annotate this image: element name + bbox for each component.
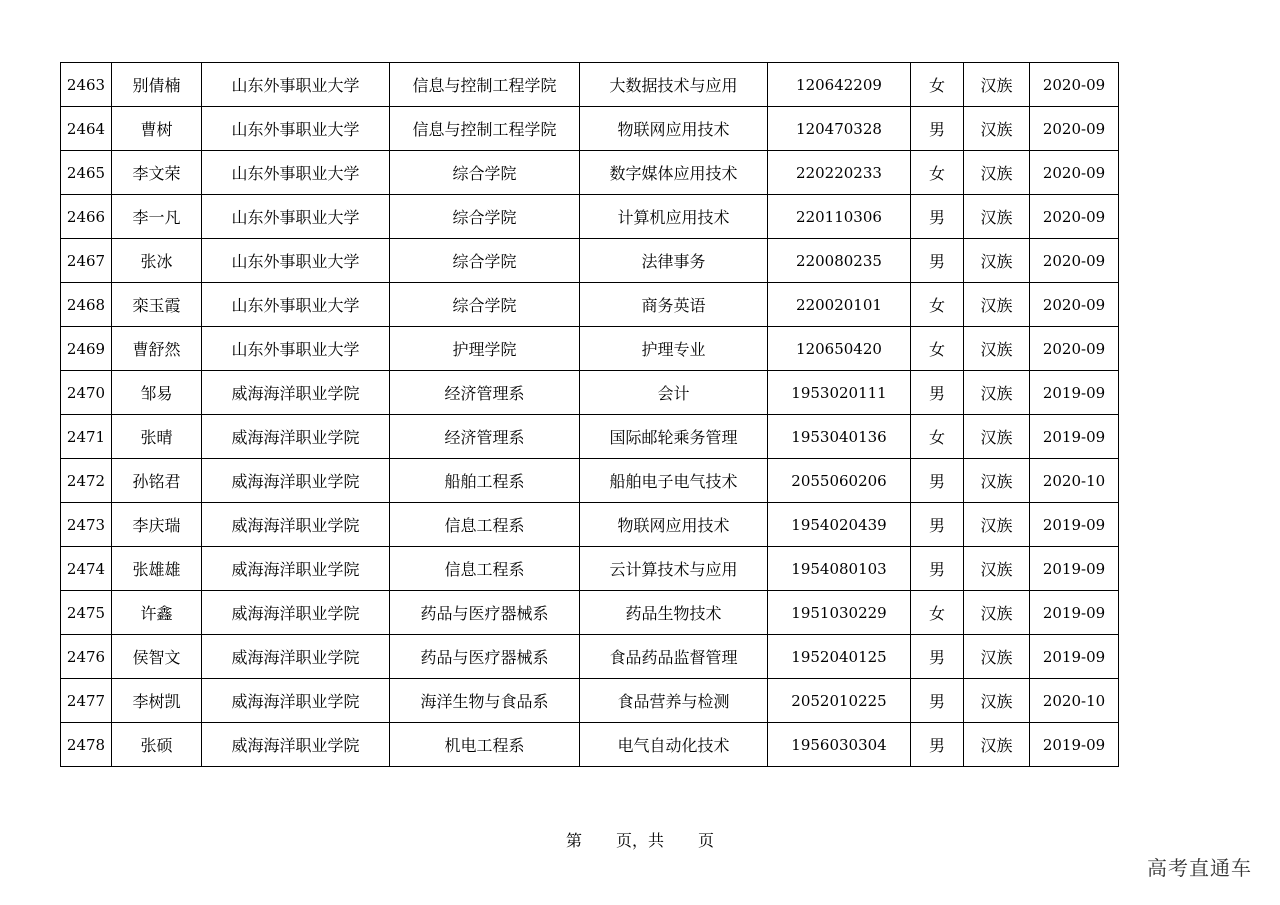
college-cell: 护理学院 bbox=[390, 327, 580, 371]
gender-cell: 男 bbox=[911, 503, 964, 547]
seq-cell: 2473 bbox=[61, 503, 112, 547]
table-row bbox=[61, 239, 1119, 283]
table-row bbox=[61, 635, 1119, 679]
college-cell: 信息工程系 bbox=[390, 503, 580, 547]
enroll-date-cell: 2019-09 bbox=[1030, 635, 1119, 679]
enroll-date-cell: 2020-09 bbox=[1030, 63, 1119, 107]
table-row bbox=[61, 415, 1119, 459]
name-cell: 孙铭君 bbox=[112, 459, 202, 503]
name-cell: 张雄雄 bbox=[112, 547, 202, 591]
ethnicity-cell: 汉族 bbox=[964, 635, 1030, 679]
table-row bbox=[61, 151, 1119, 195]
student-id-cell: 2052010225 bbox=[768, 679, 911, 723]
seq-cell: 2465 bbox=[61, 151, 112, 195]
major-cell: 药品生物技术 bbox=[580, 591, 768, 635]
student-id-cell: 220020101 bbox=[768, 283, 911, 327]
enroll-date-cell: 2020-10 bbox=[1030, 679, 1119, 723]
name-cell: 邹易 bbox=[112, 371, 202, 415]
table-row bbox=[61, 547, 1119, 591]
student-id-cell: 220110306 bbox=[768, 195, 911, 239]
ethnicity-cell: 汉族 bbox=[964, 283, 1030, 327]
gender-cell: 女 bbox=[911, 415, 964, 459]
name-cell: 曹舒然 bbox=[112, 327, 202, 371]
seq-cell: 2477 bbox=[61, 679, 112, 723]
ethnicity-cell: 汉族 bbox=[964, 327, 1030, 371]
college-cell: 综合学院 bbox=[390, 239, 580, 283]
school-cell: 山东外事职业大学 bbox=[202, 327, 390, 371]
seq-cell: 2466 bbox=[61, 195, 112, 239]
table-row bbox=[61, 63, 1119, 107]
table-row bbox=[61, 371, 1119, 415]
school-cell: 山东外事职业大学 bbox=[202, 239, 390, 283]
school-cell: 威海海洋职业学院 bbox=[202, 591, 390, 635]
enroll-date-cell: 2019-09 bbox=[1030, 591, 1119, 635]
name-cell: 别倩楠 bbox=[112, 63, 202, 107]
ethnicity-cell: 汉族 bbox=[964, 239, 1030, 283]
gender-cell: 男 bbox=[911, 635, 964, 679]
name-cell: 李树凯 bbox=[112, 679, 202, 723]
gender-cell: 男 bbox=[911, 107, 964, 151]
major-cell: 食品药品监督管理 bbox=[580, 635, 768, 679]
enroll-date-cell: 2019-09 bbox=[1030, 723, 1119, 767]
student-id-cell: 1952040125 bbox=[768, 635, 911, 679]
school-cell: 威海海洋职业学院 bbox=[202, 679, 390, 723]
table-row bbox=[61, 723, 1119, 767]
gender-cell: 女 bbox=[911, 283, 964, 327]
seq-cell: 2463 bbox=[61, 63, 112, 107]
student-id-cell: 1954080103 bbox=[768, 547, 911, 591]
student-id-cell: 1954020439 bbox=[768, 503, 911, 547]
school-cell: 山东外事职业大学 bbox=[202, 195, 390, 239]
name-cell: 栾玉霞 bbox=[112, 283, 202, 327]
gender-cell: 男 bbox=[911, 239, 964, 283]
college-cell: 药品与医疗器械系 bbox=[390, 591, 580, 635]
major-cell: 大数据技术与应用 bbox=[580, 63, 768, 107]
enroll-date-cell: 2020-09 bbox=[1030, 283, 1119, 327]
gender-cell: 女 bbox=[911, 151, 964, 195]
major-cell: 电气自动化技术 bbox=[580, 723, 768, 767]
gender-cell: 男 bbox=[911, 371, 964, 415]
footer-of-label: 页，共 bbox=[615, 831, 664, 850]
student-id-cell: 120650420 bbox=[768, 327, 911, 371]
school-cell: 山东外事职业大学 bbox=[202, 283, 390, 327]
student-id-cell: 220220233 bbox=[768, 151, 911, 195]
enroll-date-cell: 2019-09 bbox=[1030, 371, 1119, 415]
student-id-cell: 1953020111 bbox=[768, 371, 911, 415]
gender-cell: 女 bbox=[911, 327, 964, 371]
seq-cell: 2476 bbox=[61, 635, 112, 679]
ethnicity-cell: 汉族 bbox=[964, 107, 1030, 151]
school-cell: 山东外事职业大学 bbox=[202, 151, 390, 195]
college-cell: 信息工程系 bbox=[390, 547, 580, 591]
table-row bbox=[61, 327, 1119, 371]
seq-cell: 2470 bbox=[61, 371, 112, 415]
ethnicity-cell: 汉族 bbox=[964, 503, 1030, 547]
college-cell: 机电工程系 bbox=[390, 723, 580, 767]
school-cell: 威海海洋职业学院 bbox=[202, 503, 390, 547]
major-cell: 食品营养与检测 bbox=[580, 679, 768, 723]
school-cell: 威海海洋职业学院 bbox=[202, 371, 390, 415]
name-cell: 张硕 bbox=[112, 723, 202, 767]
name-cell: 张晴 bbox=[112, 415, 202, 459]
roster-body bbox=[61, 63, 1119, 767]
name-cell: 李文荣 bbox=[112, 151, 202, 195]
school-cell: 威海海洋职业学院 bbox=[202, 459, 390, 503]
ethnicity-cell: 汉族 bbox=[964, 151, 1030, 195]
major-cell: 数字媒体应用技术 bbox=[580, 151, 768, 195]
gender-cell: 男 bbox=[911, 547, 964, 591]
ethnicity-cell: 汉族 bbox=[964, 723, 1030, 767]
name-cell: 李庆瑞 bbox=[112, 503, 202, 547]
table-row bbox=[61, 679, 1119, 723]
gender-cell: 男 bbox=[911, 679, 964, 723]
major-cell: 物联网应用技术 bbox=[580, 503, 768, 547]
seq-cell: 2467 bbox=[61, 239, 112, 283]
gender-cell: 男 bbox=[911, 195, 964, 239]
college-cell: 经济管理系 bbox=[390, 415, 580, 459]
ethnicity-cell: 汉族 bbox=[964, 415, 1030, 459]
footer-end-label: 页 bbox=[698, 831, 715, 850]
major-cell: 法律事务 bbox=[580, 239, 768, 283]
student-id-cell: 120642209 bbox=[768, 63, 911, 107]
watermark-logo: 高考直通车 bbox=[1147, 856, 1252, 880]
seq-cell: 2474 bbox=[61, 547, 112, 591]
college-cell: 海洋生物与食品系 bbox=[390, 679, 580, 723]
enroll-date-cell: 2020-09 bbox=[1030, 107, 1119, 151]
student-id-cell: 2055060206 bbox=[768, 459, 911, 503]
college-cell: 综合学院 bbox=[390, 151, 580, 195]
student-id-cell: 1951030229 bbox=[768, 591, 911, 635]
ethnicity-cell: 汉族 bbox=[964, 459, 1030, 503]
major-cell: 护理专业 bbox=[580, 327, 768, 371]
major-cell: 船舶电子电气技术 bbox=[580, 459, 768, 503]
student-roster-table bbox=[60, 62, 1119, 767]
name-cell: 侯智文 bbox=[112, 635, 202, 679]
school-cell: 威海海洋职业学院 bbox=[202, 547, 390, 591]
name-cell: 李一凡 bbox=[112, 195, 202, 239]
school-cell: 威海海洋职业学院 bbox=[202, 635, 390, 679]
ethnicity-cell: 汉族 bbox=[964, 679, 1030, 723]
seq-cell: 2468 bbox=[61, 283, 112, 327]
page-footer bbox=[0, 828, 1280, 851]
ethnicity-cell: 汉族 bbox=[964, 591, 1030, 635]
table-row bbox=[61, 459, 1119, 503]
school-cell: 山东外事职业大学 bbox=[202, 107, 390, 151]
enroll-date-cell: 2020-10 bbox=[1030, 459, 1119, 503]
enroll-date-cell: 2020-09 bbox=[1030, 239, 1119, 283]
major-cell: 会计 bbox=[580, 371, 768, 415]
school-cell: 威海海洋职业学院 bbox=[202, 723, 390, 767]
name-cell: 曹树 bbox=[112, 107, 202, 151]
seq-cell: 2478 bbox=[61, 723, 112, 767]
enroll-date-cell: 2020-09 bbox=[1030, 327, 1119, 371]
major-cell: 云计算技术与应用 bbox=[580, 547, 768, 591]
enroll-date-cell: 2019-09 bbox=[1030, 415, 1119, 459]
enroll-date-cell: 2019-09 bbox=[1030, 503, 1119, 547]
seq-cell: 2472 bbox=[61, 459, 112, 503]
seq-cell: 2464 bbox=[61, 107, 112, 151]
enroll-date-cell: 2020-09 bbox=[1030, 195, 1119, 239]
table-row bbox=[61, 283, 1119, 327]
major-cell: 物联网应用技术 bbox=[580, 107, 768, 151]
student-id-cell: 120470328 bbox=[768, 107, 911, 151]
seq-cell: 2475 bbox=[61, 591, 112, 635]
gender-cell: 女 bbox=[911, 63, 964, 107]
college-cell: 信息与控制工程学院 bbox=[390, 107, 580, 151]
college-cell: 药品与医疗器械系 bbox=[390, 635, 580, 679]
footer-page-label: 第 bbox=[565, 831, 582, 850]
ethnicity-cell: 汉族 bbox=[964, 547, 1030, 591]
enroll-date-cell: 2020-09 bbox=[1030, 151, 1119, 195]
gender-cell: 男 bbox=[911, 459, 964, 503]
seq-cell: 2471 bbox=[61, 415, 112, 459]
college-cell: 综合学院 bbox=[390, 283, 580, 327]
gender-cell: 男 bbox=[911, 723, 964, 767]
student-id-cell: 220080235 bbox=[768, 239, 911, 283]
table-row bbox=[61, 591, 1119, 635]
enroll-date-cell: 2019-09 bbox=[1030, 547, 1119, 591]
major-cell: 商务英语 bbox=[580, 283, 768, 327]
school-cell: 山东外事职业大学 bbox=[202, 63, 390, 107]
table-row bbox=[61, 195, 1119, 239]
name-cell: 许鑫 bbox=[112, 591, 202, 635]
college-cell: 船舶工程系 bbox=[390, 459, 580, 503]
major-cell: 国际邮轮乘务管理 bbox=[580, 415, 768, 459]
ethnicity-cell: 汉族 bbox=[964, 195, 1030, 239]
gender-cell: 女 bbox=[911, 591, 964, 635]
school-cell: 威海海洋职业学院 bbox=[202, 415, 390, 459]
student-id-cell: 1953040136 bbox=[768, 415, 911, 459]
name-cell: 张冰 bbox=[112, 239, 202, 283]
seq-cell: 2469 bbox=[61, 327, 112, 371]
ethnicity-cell: 汉族 bbox=[964, 63, 1030, 107]
table-row bbox=[61, 107, 1119, 151]
student-id-cell: 1956030304 bbox=[768, 723, 911, 767]
college-cell: 信息与控制工程学院 bbox=[390, 63, 580, 107]
college-cell: 经济管理系 bbox=[390, 371, 580, 415]
ethnicity-cell: 汉族 bbox=[964, 371, 1030, 415]
college-cell: 综合学院 bbox=[390, 195, 580, 239]
major-cell: 计算机应用技术 bbox=[580, 195, 768, 239]
table-row bbox=[61, 503, 1119, 547]
